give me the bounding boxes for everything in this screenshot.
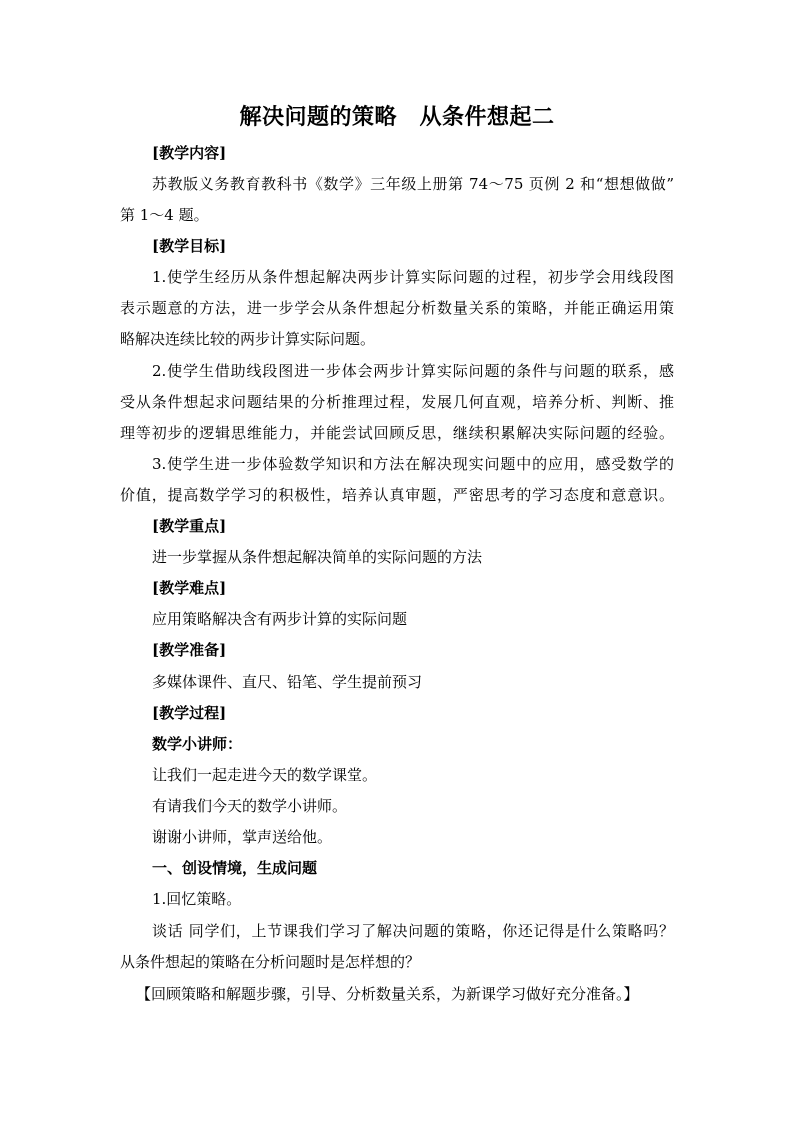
section-heading-difficulties: [教学难点] (152, 579, 227, 597)
paragraph-line: 从条件想起的策略在分析问题时是怎样想的？ (120, 953, 421, 971)
paragraph-line: 多媒体课件、直尺、铅笔、学生提前预习 (152, 673, 423, 691)
paragraph-line: 表示题意的方法，进一步学会从条件想起分析数量关系的策略，并能正确运用策 (120, 299, 674, 317)
paragraph-line: 理等初步的逻辑思维能力，并能尝试回顾反思，继续积累解决实际问题的经验。 (120, 424, 674, 442)
document-title: 解决问题的策略 从条件想起二 (239, 104, 555, 130)
paragraph-line: 应用策略解决含有两步计算的实际问题 (152, 610, 408, 628)
section-heading-key-points: [教学重点] (152, 517, 227, 535)
section-heading-objectives: [教学目标] (152, 237, 227, 255)
paragraph-line: 谢谢小讲师，掌声送给他。 (152, 828, 333, 846)
paragraph-line: 略解决连续比较的两步计算实际问题。 (120, 330, 376, 348)
paragraph-line: 谈话 同学们，上节课我们学习了解决问题的策略，你还记得是什么策略吗？ (152, 922, 674, 940)
paragraph-line: 有请我们今天的数学小讲师。 (152, 797, 348, 815)
paragraph-line: 1.使学生经历从条件想起解决两步计算实际问题的过程，初步学会用线段图 (152, 268, 674, 286)
subheading-little-lecturer: 数学小讲师： (152, 735, 243, 753)
paragraph-line: 受从条件想起求问题结果的分析推理过程，发展几何直观，培养分析、判断、推 (120, 393, 674, 411)
section-heading-preparation: [教学准备] (152, 641, 227, 659)
paragraph-line: 让我们一起走进今天的数学课堂。 (152, 766, 378, 784)
subheading-section-one: 一、创设情境，生成问题 (152, 859, 318, 877)
paragraph-line: 苏教版义务教育教科书《数学》三年级上册第 74～75 页例 2 和“想想做做” (152, 175, 674, 193)
paragraph-line: 3.使学生进一步体验数学知识和方法在解决现实问题中的应用，感受数学的 (152, 455, 674, 473)
section-heading-process: [教学过程] (152, 704, 227, 722)
paragraph-line: 2.使学生借助线段图进一步体会两步计算实际问题的条件与问题的联系，感 (152, 362, 674, 380)
paragraph-line: 第 1～4 题。 (120, 206, 209, 224)
section-heading-content: [教学内容] (152, 144, 227, 162)
paragraph-line: 价值，提高数学学习的积极性，培养认真审题，严密思考的学习态度和意意识。 (120, 486, 674, 504)
paragraph-line: 1.回忆策略。 (152, 890, 242, 908)
bracket-note: 【回顾策略和解题步骤，引导、分析数量关系，为新课学习做好充分准备。】 (136, 985, 639, 1003)
paragraph-line: 进一步掌握从条件想起解决简单的实际问题的方法 (152, 548, 483, 566)
